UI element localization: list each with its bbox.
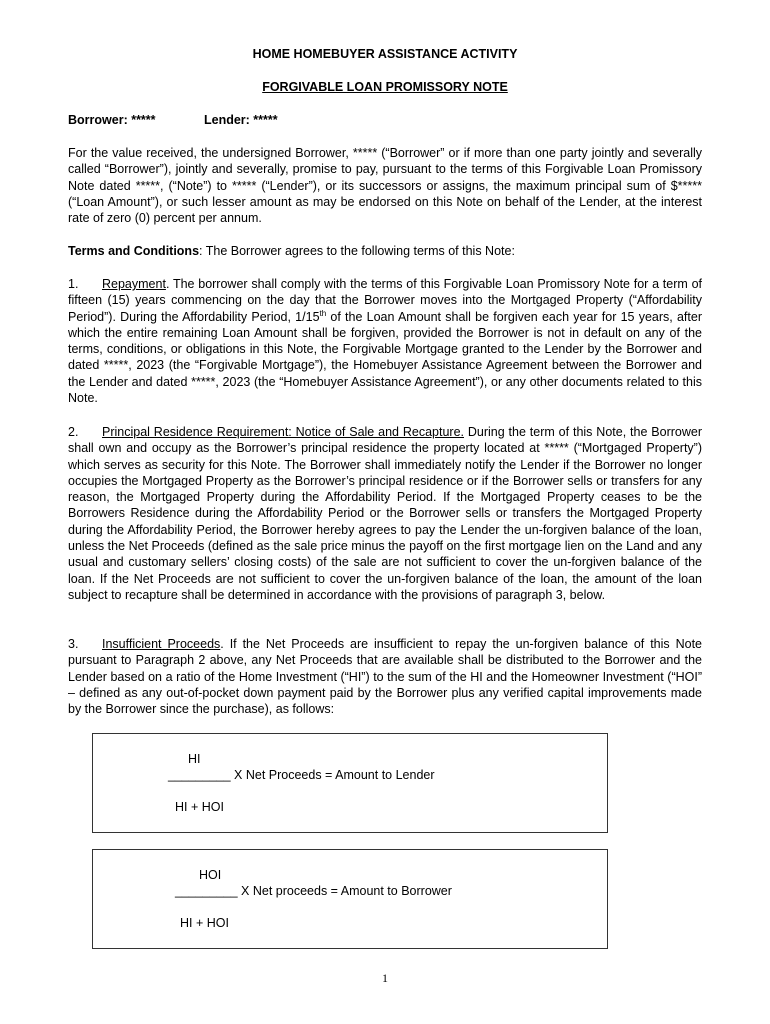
- document-title: HOME HOMEBUYER ASSISTANCE ACTIVITY: [252, 47, 518, 61]
- borrower-label: Borrower: *****: [68, 113, 156, 127]
- section-number: 1.: [68, 277, 79, 291]
- section-text-cont: of the Loan Amount shall be forgiven each year for 15 years, after which the entire remaining Loan Amount shall be forgiven, provided the Borrower is not in default on any of the terms, conditions, or obligations in this Note, the Forgivable Mortgage granted to the Lender by the Borrower and dated *****, 2023 (the “Forgivable Mortgage”), the Homebuyer Assistance Agreement between the Borrower and the Lender and dated *****, 2023 (the “Homebuyer Assistance Agreement”), or any other documents related to this Note.: [68, 309, 702, 406]
- intro-paragraph: For the value received, the undersigned Borrower, ***** (“Borrower” or if more than one party jointly and severally called “Borrower”), jointly and severally, promise to pay, pursuant to the terms of this Forgivable Loan Promissory Note dated *****, (“Note”) to ***** (“Lender”), or its successors or assigns, the maximum principal sum of $***** (“Loan Amount”), or such lesser amount as may be endorsed on this Note on behalf of the Lender, at the interest rate of zero (0) percent per annum.: [68, 146, 702, 226]
- page-number: 1: [382, 971, 388, 985]
- terms-heading: Terms and Conditions: [68, 244, 200, 258]
- section-heading: Repayment: [102, 277, 166, 291]
- document-subtitle: FORGIVABLE LOAN PROMISSORY NOTE: [262, 80, 508, 94]
- formula-denominator: HI + HOI: [175, 800, 224, 814]
- terms-text: : The Borrower agrees to the following terms of this Note:: [199, 244, 515, 258]
- section-heading: Insufficient Proceeds: [102, 637, 221, 651]
- parties-line: [68, 113, 278, 127]
- section-1-repayment: [68, 276, 702, 406]
- formula-line: _________ X Net proceeds = Amount to Borrower: [175, 884, 452, 898]
- section-text: . The borrower shall comply with the terms of this Forgivable Loan Promissory Note for a term of fifteen (15) years commencing on the day that the Borrower moves into the Mortgaged Property (“Affordability Period”). During the Affordability Period, 1/15: [68, 277, 702, 324]
- section-text: During the term of this Note, the Borrower shall own and occupy as the Borrower’s principal residence the property located at ***** (“Mortgaged Property”) which serves as security for this Note. The Borrower shall immediately notify the Lender if the Borrower no longer occupies the Mortgaged Property as the Borrower’s principal residence or if the Borrower sells or transfers for any reason, the Mortgaged Property during the Affordability Period. If the Mortgaged Property ceases to be the Borrowers Residence during the Affordability Period or the Borrower sells or transfers the Mortgaged Property during the Affordability Period, the Borrower hereby agrees to pay the Lender the un-forgiven balance of the loan, unless the Net Proceeds (defined as the sale price minus the payoff on the first mortgage lien on the Land and any usual and customary sellers’ closing costs) of the sale are not sufficient to cover the un-forgiven balance of the loan. If the Net Proceeds are not sufficient to cover the un-forgiven balance of the loan, the amount of the loan subject to recapture shall be determined in accordance with the provisions of paragraph 3, below.: [68, 425, 702, 602]
- superscript: th: [319, 308, 327, 318]
- formula-numerator: HI: [188, 752, 201, 766]
- section-number: 3.: [68, 637, 79, 651]
- borrower-formula-box: [92, 849, 608, 949]
- lender-label: Lender: *****: [204, 113, 278, 127]
- lender-formula-box: [92, 733, 608, 833]
- section-heading: Principal Residence Requirement: Notice of Sale and Recapture.: [102, 425, 464, 439]
- formula-denominator: HI + HOI: [180, 916, 229, 930]
- section-2-principal-residence: [68, 424, 702, 603]
- formula-line: _________ X Net Proceeds = Amount to Lender: [168, 768, 435, 782]
- terms-heading-paragraph: [68, 243, 702, 259]
- formula-numerator: HOI: [199, 868, 222, 882]
- section-number: 2.: [68, 425, 79, 439]
- section-text: . If the Net Proceeds are insufficient to repay the un-forgiven balance of this Note pursuant to Paragraph 2 above, any Net Proceeds that are available shall be distributed to the Borrower and the Lender based on a ratio of the Home Investment (“HI”) to the sum of the HI and the Homeowner Investment (“HOI” – defined as any out-of-pocket down payment paid by the Borrower plus any verified capital improvements made by the Borrower since the purchase), as follows:: [68, 637, 703, 717]
- section-3-insufficient-proceeds: [68, 636, 702, 717]
